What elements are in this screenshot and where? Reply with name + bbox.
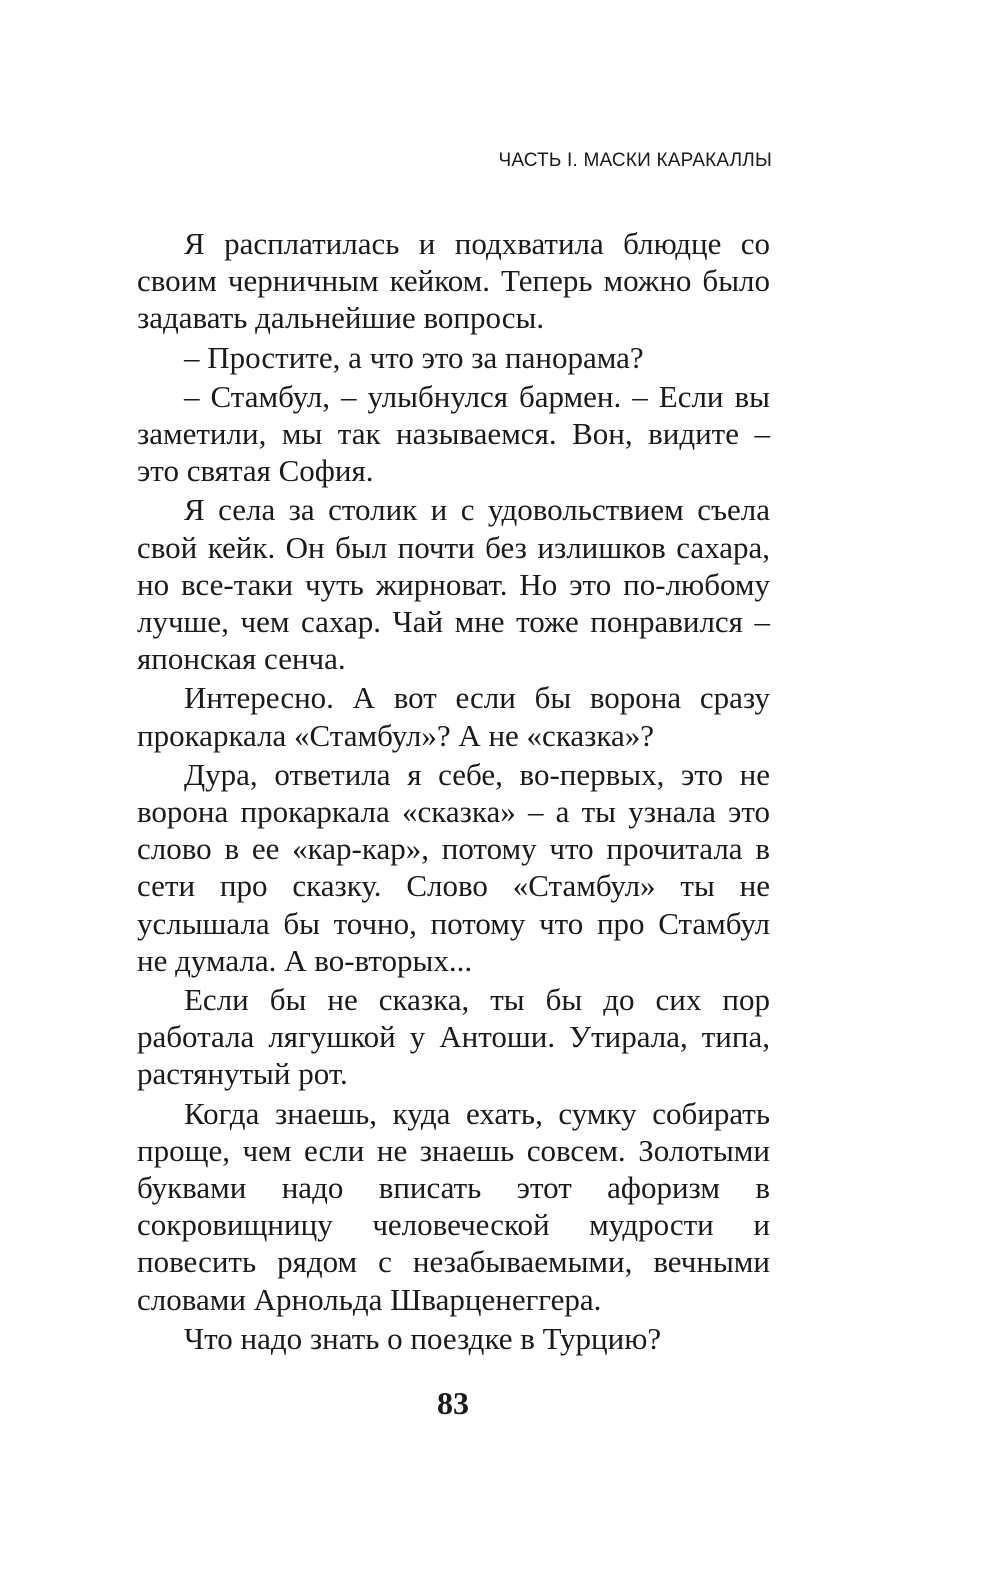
paragraph: Интересно. А вот если бы ворона сразу прокаркала «Стамбул»? А не «сказка»? [137, 680, 770, 753]
paragraph: – Стамбул, – улыбнулся бармен. – Если вы заметили, мы так называемся. Вон, видите – это святая София. [137, 378, 770, 489]
paragraph: Я расплатилась и подхватила блюдце со своим черничным кейком. Теперь можно было задавать дальнейшие вопросы. [137, 226, 770, 336]
paragraph: Что надо знать о поездке в Турцию? [184, 1320, 662, 1356]
running-head: ЧАСТЬ I. МАСКИ КАРАКАЛЛЫ [498, 150, 772, 171]
paragraph: Когда знаешь, куда ехать, сумку собирать проще, чем если не знаешь совсем. Золотыми буквами надо вписать этот афоризм в сокровищницу человеческой мудрости и повесить рядом с незабываемыми, вечными словами Арнольда Шварценеггера. [137, 1095, 770, 1317]
page-number: 83 [437, 1385, 469, 1421]
paragraph: Дура, ответила я себе, во-первых, это не ворона прокаркала «сказка» – а ты узнала это слово в ее «кар-кар», потому что прочитала в сети про сказку. Слово «Стамбул» ты не услышала бы точно, потому что про Стамбул не думала. А во-вторых... [137, 756, 770, 978]
paragraph: Я села за столик и с удовольствием съела свой кейк. Он был почти без излишков сахара, но все-таки чуть жирноват. Но это по-любому лучше, чем сахар. Чай мне тоже понравился – японская сенча. [137, 492, 770, 677]
body-text [137, 225, 770, 1359]
paragraph: Если бы не сказка, ты бы до сих пор работала лягушкой у Антоши. Утирала, типа, растянутый рот. [137, 982, 770, 1092]
paragraph: – Простите, а что это за панорама? [184, 339, 644, 375]
